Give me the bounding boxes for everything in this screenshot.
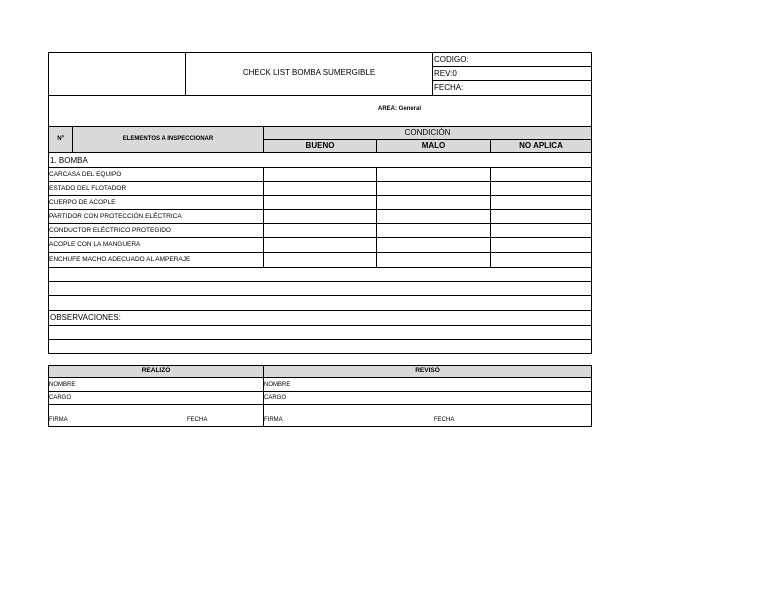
realizo-label: REALIZÓ — [141, 367, 171, 374]
column-no-header: Nº — [57, 136, 64, 142]
realizo-cargo-label: CARGO — [49, 395, 72, 401]
section-title: 1. BOMBA — [50, 156, 88, 165]
reviso-fecha-label: FECHA — [434, 417, 455, 423]
row-line — [48, 181, 592, 182]
header-split-line — [263, 139, 592, 140]
row-line — [48, 267, 592, 268]
item-label: PARTIDOR CON PROTECCIÓN ELÉCTRICA — [49, 213, 182, 220]
observations-line — [48, 325, 592, 326]
col-line-bueno — [376, 139, 377, 153]
observations-label: OBSERVACIONES: — [50, 313, 121, 322]
column-malo-header: MALO — [421, 141, 446, 150]
row-line — [48, 209, 592, 210]
col-line-malo — [490, 139, 491, 153]
reviso-nombre-label: NOMBRE — [264, 382, 291, 388]
header-row-line-2 — [432, 80, 592, 81]
realizo-firma-label: FIRMA — [49, 417, 68, 423]
col-line-malo — [490, 167, 491, 267]
item-label: ENCHUFE MACHO ADECUADO AL AMPERAJE — [49, 256, 191, 263]
col-line-bueno — [376, 167, 377, 267]
codigo-label: CODIGO: — [434, 55, 469, 64]
area-label: AREA: General — [378, 106, 422, 112]
col-line-no — [72, 126, 73, 153]
fecha-label: FECHA: — [434, 83, 464, 92]
item-label: CUERPO DE ACOPLE — [49, 199, 116, 206]
reviso-firma-label: FIRMA — [264, 417, 283, 423]
realizo-nombre-label: NOMBRE — [49, 382, 76, 388]
area-row — [48, 95, 592, 127]
observations-line — [48, 339, 592, 340]
row-line — [48, 195, 592, 196]
rev-label: REV:0 — [434, 69, 457, 78]
section-row-bottom — [48, 167, 592, 168]
reviso-cargo-label: CARGO — [264, 395, 287, 401]
observations-line — [48, 310, 592, 311]
header-bottom-line — [48, 152, 592, 153]
item-label: CARCASA DEL EQUIPO — [49, 171, 122, 178]
row-line — [48, 237, 592, 238]
observations-line — [48, 295, 592, 296]
col-line-elements — [263, 126, 264, 153]
item-label: CONDUCTOR ELÉCTRICO PROTEGIDO — [49, 227, 171, 234]
column-no-aplica-header: NO APLICA — [519, 141, 563, 150]
col-line-elements — [263, 167, 264, 267]
row-line — [48, 252, 592, 253]
reviso-label: REVISÓ — [415, 367, 440, 374]
signatures-line — [48, 377, 592, 378]
column-bueno-header: BUENO — [305, 141, 335, 150]
document-title: CHECK LIST BOMBA SUMERGIBLE — [242, 68, 376, 77]
observations-block — [48, 281, 592, 354]
column-elements-header: ELEMENTOS A INSPECCIONAR — [122, 136, 214, 142]
signatures-line — [48, 391, 592, 392]
item-label: ACOPLE CON LA MANGUERA — [49, 241, 141, 248]
header-row-line-1 — [432, 66, 592, 67]
item-label: ESTADO DEL FLOTADOR — [49, 185, 127, 192]
row-line — [48, 223, 592, 224]
signatures-line — [48, 404, 592, 405]
column-condition-header: CONDICIÓN — [404, 128, 451, 137]
header-divider-2 — [432, 52, 433, 96]
realizo-fecha-label: FECHA — [187, 417, 208, 423]
